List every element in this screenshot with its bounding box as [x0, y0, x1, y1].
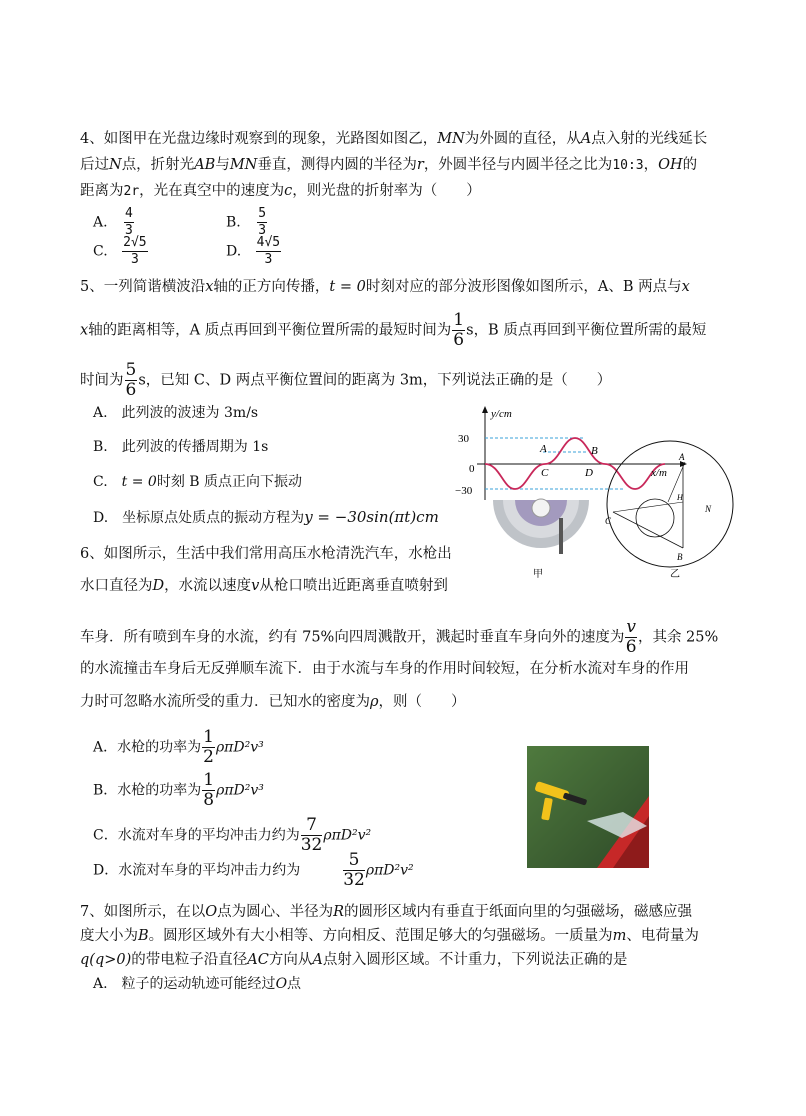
q5-option-c[interactable] [93, 472, 302, 492]
q4-line2 [80, 155, 697, 176]
var-x: x [681, 279, 690, 295]
q4-text: 点，折射光 [121, 157, 195, 173]
q6-text: ，其余 25% [637, 629, 719, 646]
option-label: C. [93, 243, 108, 260]
ratio-value: 10:3 [612, 158, 644, 173]
light-path-diagram [605, 441, 733, 567]
q7-text: 的圆形区域内有垂直于纸面向里的匀强磁场，磁感应强 [344, 904, 693, 920]
q6-text: 水口直径为 [80, 578, 153, 594]
q4-text: ，则光盘的折射率为（ ） [292, 183, 481, 199]
q4-option-c[interactable] [93, 235, 149, 268]
q7-text: 。圆形区域外有大小相等、方向相反、范围足够大的匀强磁场。一质量为 [148, 928, 613, 944]
var-q: q(q>0) [80, 952, 132, 968]
tick-30: 30 [458, 433, 469, 445]
q4-text: 的 [682, 157, 698, 173]
formula: ρπD²v³ [215, 739, 264, 756]
q5-line3 [80, 361, 611, 400]
q7-option-a[interactable] [93, 974, 301, 994]
frac-den: 6 [453, 330, 465, 350]
var-a: A [580, 131, 592, 147]
q6-option-d[interactable] [93, 851, 414, 890]
formula: ρπD²v³ [216, 782, 264, 799]
fraction [452, 311, 465, 350]
var-c: c [284, 183, 293, 199]
option-text: B. 此列波的传播周期为 1s [93, 439, 269, 455]
frac-num: 4√5 [256, 235, 281, 250]
fraction [625, 618, 637, 657]
q7-text: 7、如图所示，在以 [80, 904, 206, 920]
option-text: C. [93, 474, 122, 490]
frac-num: 4 [125, 206, 133, 221]
frac-num: 5 [125, 360, 137, 380]
frac-num: 1 [203, 770, 215, 790]
q5-text: ，B 质点再回到平衡位置所需的最短 [473, 322, 707, 339]
q4-text: 距离为 [80, 183, 124, 199]
q4-text: 4、如图甲在光盘边缘时观察到的现象，光路图如图乙， [80, 131, 438, 147]
diagram-label-a: A [679, 452, 685, 462]
tick-neg30: −30 [455, 485, 473, 497]
q5-text: 轴的距离相等，A 质点再回到平衡位置所需的最短时间为 [88, 322, 452, 339]
q6-text: 从枪口喷出近距离垂直喷射到 [259, 578, 448, 594]
caption-jia: 甲 [533, 569, 543, 580]
option-text: A．水枪的功率为 [93, 739, 202, 756]
frac-den: 3 [125, 223, 133, 238]
frac-num: v [626, 617, 636, 637]
q6-text: ，则（ ） [378, 694, 466, 710]
q5-option-d[interactable] [93, 507, 439, 528]
fraction [125, 361, 138, 400]
q4-line3 [80, 181, 481, 202]
frac-den: 3 [264, 252, 273, 267]
q6-option-b[interactable] [93, 771, 264, 810]
var-o: O [205, 904, 218, 920]
fraction [122, 235, 147, 268]
disc-photo [493, 499, 589, 554]
frac-den: 2 [203, 747, 214, 767]
option-text: A. 此列波的波速为 3m/s [93, 405, 259, 421]
label-d: D [585, 467, 593, 479]
q7-line2 [80, 926, 699, 946]
q5-text: 轴的正方向传播， [213, 279, 330, 295]
option-label: A. [93, 214, 108, 231]
q7-line3 [80, 950, 627, 970]
car-wash-photo [527, 746, 649, 868]
q7-text: 、电荷量为 [626, 928, 699, 944]
var-mn: MN [437, 131, 465, 147]
q6-text: 6、如图所示，生活中我们常用高压水枪清洗汽车，水枪出 [80, 546, 452, 562]
q7-line1 [80, 902, 692, 922]
q6-text: ，水流以速度 [164, 578, 252, 594]
frac-den: 3 [130, 252, 139, 267]
frac-num: 5 [343, 851, 365, 871]
q5-option-a[interactable] [93, 403, 258, 423]
q4-text: ，光在真空中的速度为 [139, 183, 285, 199]
q4-text: 垂直，测得内圆的半径为 [257, 157, 417, 173]
option-label: B. [226, 214, 241, 231]
var-v: v [251, 578, 260, 594]
q4-text: 为外圆的直径，从 [464, 131, 581, 147]
frac-den: 6 [625, 637, 637, 657]
fraction [256, 235, 281, 268]
equation: y = −30sin(πt)cm [304, 508, 439, 526]
disc-hole [532, 499, 550, 517]
fraction [202, 728, 215, 767]
q4-text: ，外圆半径与内圆半径之比为 [423, 157, 613, 173]
var-2r: 2r [123, 184, 140, 199]
frac-den: 8 [203, 790, 215, 810]
var-r: r [416, 157, 424, 173]
frac-num: 1 [453, 310, 465, 330]
q6-text: 力时可忽略水流所受的重力．已知水的密度为 [80, 694, 370, 710]
line-cb [613, 512, 683, 548]
var-r: R [333, 904, 345, 920]
q4-text: 后过 [80, 157, 109, 173]
q7-text: 的带电粒子沿直径 [131, 952, 248, 968]
diagram-label-b: B [677, 552, 683, 562]
q4-text: 与 [215, 157, 230, 173]
label-c: C [541, 467, 549, 479]
frac-num: 5 [258, 206, 267, 221]
t-zero: t = 0 [329, 279, 366, 295]
q6-option-a[interactable] [93, 728, 264, 767]
q6-text: 车身．所有喷到车身的水流，约有 75%向四周溅散开，溅起时垂直车身向外的速度为 [80, 629, 625, 646]
var-d: D [152, 578, 165, 594]
q4-text: 点入射的光线延长 [591, 131, 708, 147]
label-a: A [540, 443, 547, 455]
q4-option-d[interactable] [226, 235, 282, 268]
q6-line1 [80, 544, 452, 564]
tick-0: 0 [469, 463, 475, 475]
fraction [343, 851, 365, 890]
q6-text: 的水流撞击车身后无反弹顺车流下．由于水流与车身的作用时间较短，在分析水流对车身的作用 [80, 661, 689, 677]
var-o: O [275, 976, 288, 992]
frac-den: 32 [343, 870, 365, 890]
fraction [202, 771, 215, 810]
var-x: x [205, 279, 214, 295]
frac-den: 32 [300, 835, 323, 855]
option-label: D. [226, 243, 242, 260]
t-zero: t = 0 [121, 474, 157, 490]
q7-text: 方向从 [268, 952, 313, 968]
q5-line1 [80, 277, 690, 297]
q4-text: ， [643, 157, 659, 173]
q5-text: ，已知 C、D 两点平衡位置间的距离为 3m，下列说法正确的是（ ） [145, 372, 612, 389]
y-axis-arrow [482, 406, 488, 413]
caption-yi: 乙 [670, 569, 680, 580]
fraction [301, 816, 323, 855]
option-text: B．水枪的功率为 [93, 782, 202, 799]
option-text: 点 [287, 976, 302, 992]
inner-circle [636, 499, 674, 537]
y-axis-label: y/cm [491, 408, 512, 420]
disc-stand [559, 518, 563, 554]
q5-option-b[interactable] [93, 437, 268, 457]
q5-line2 [80, 311, 706, 350]
unit: s [466, 322, 474, 339]
var-m: m [612, 928, 627, 944]
option-text: A. 粒子的运动轨迹可能经过 [93, 976, 276, 992]
unit: s [138, 372, 146, 389]
q7-text: 点为圆心、半径为 [217, 904, 334, 920]
q6-option-c[interactable] [93, 816, 371, 855]
label-b: B [591, 445, 598, 457]
var-oh: OH [658, 157, 683, 173]
var-ab: AB [194, 157, 216, 173]
q7-text: 点射入圆形区域。不计重力，下列说法正确的是 [322, 952, 628, 968]
q5-text: 5、一列简谐横波沿 [80, 279, 206, 295]
frac-num: 1 [203, 727, 214, 747]
q6-line2 [80, 576, 448, 596]
var-mn: MN [229, 157, 258, 173]
diagram-label-h: H [677, 493, 683, 502]
option-text: 时刻 B 质点正向下振动 [156, 474, 303, 490]
q6-line3 [80, 618, 718, 657]
frac-num: 7 [301, 816, 323, 836]
frac-num: 2√5 [123, 235, 147, 250]
q6-line5 [80, 692, 466, 712]
var-b: B [138, 928, 149, 944]
q5-text: 时间为 [80, 372, 124, 389]
option-text: D．水流对车身的平均冲击力约为 [93, 862, 301, 879]
var-a: A [312, 952, 323, 968]
var-ac: AC [247, 952, 269, 968]
q6-line4 [80, 659, 689, 679]
q5-text: 时刻对应的部分波形图像如图所示，A、B 两点与 [365, 279, 682, 295]
q7-text: 度大小为 [80, 928, 138, 944]
option-text: C．水流对车身的平均冲击力约为 [93, 827, 300, 844]
x-axis-label: x/m [651, 467, 667, 479]
var-rho: ρ [370, 694, 379, 710]
frac-den: 6 [125, 380, 137, 400]
diagram-label-c: C [605, 516, 612, 526]
q4-line1 [80, 129, 707, 149]
option-text: D. 坐标原点处质点的振动方程为 [93, 510, 305, 526]
frac-den: 3 [258, 223, 267, 238]
diagram-label-n: N [705, 504, 712, 514]
formula: ρπD²v² [365, 862, 414, 879]
var-x: x [80, 322, 89, 339]
wave-and-disc-figure [455, 400, 735, 585]
formula: ρπD²v² [323, 827, 372, 844]
var-n: N [109, 157, 122, 173]
